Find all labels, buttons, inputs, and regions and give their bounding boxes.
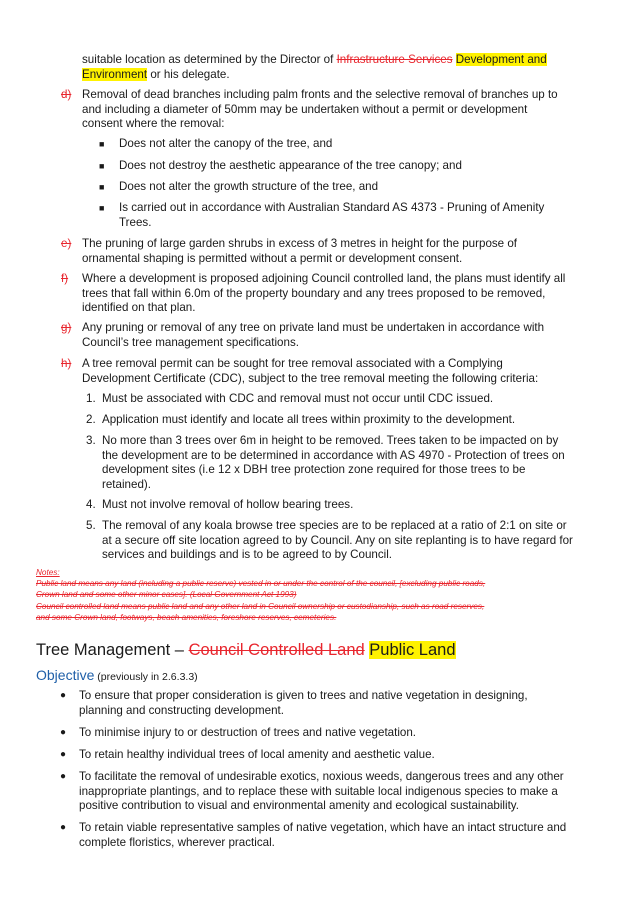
bullet-dot-icon: ● [60, 822, 67, 833]
text-line: services and buildings and is to be agreed to by Council. [102, 548, 393, 562]
text-line: identified on that plan. [82, 301, 196, 315]
item-marker: g) [61, 321, 72, 334]
text-line: complete floristics, wherever practical. [79, 835, 275, 849]
bullet-text: Does not alter the canopy of the tree, and [119, 137, 333, 150]
objective-item [79, 770, 564, 814]
text-line: and including a diameter of 50mm may be undertaken without a permit or development [82, 102, 528, 116]
text-line: Council’s tree management specifications. [82, 335, 299, 349]
criteria-number: 5. [86, 519, 96, 532]
criteria-text: Application must identify and locate all trees within proximity to the development. [102, 413, 516, 426]
criteria-text: Must be associated with CDC and removal must not occur until CDC issued. [102, 392, 494, 405]
inserted-text: Environment [82, 67, 148, 81]
inserted-text: Public Land [369, 641, 456, 659]
notes-line: Crown land and some other minor cases]. (Local Government Act 1993) [36, 590, 297, 600]
item-e-text [82, 237, 517, 266]
text-line: positive contribution to visual and environmental amenity and ecological sustainability. [79, 799, 519, 813]
item-marker: f) [61, 272, 69, 285]
text-line: To ensure that proper consideration is given to trees and native vegetation in designing, [79, 689, 528, 702]
square-bullet-icon: ■ [99, 139, 105, 149]
item-f-text [82, 272, 565, 316]
section-heading [36, 640, 456, 660]
text-line: retained). [102, 477, 151, 491]
text-line: inappropriate plantings, and to replace these with suitable local indigenous species to make a [79, 784, 558, 798]
bullet-text [119, 201, 544, 230]
bullet-dot-icon: ● [60, 749, 67, 760]
intro-paragraph [82, 53, 547, 82]
criteria-text [102, 434, 565, 492]
square-bullet-icon: ■ [99, 161, 105, 171]
item-marker: h) [61, 357, 72, 370]
item-marker: e) [61, 237, 72, 250]
objective-item: To retain healthy individual trees of local amenity and aesthetic value. [79, 748, 435, 761]
text-line: Trees. [119, 215, 152, 229]
heading-text: Tree Management – [36, 641, 189, 659]
text-line: A tree removal permit can be sought for tree removal associated with a Complying [82, 357, 503, 370]
objective-item: To minimise injury to or destruction of trees and native vegetation. [79, 726, 417, 739]
objective-item [79, 821, 566, 850]
notes-line: Council controlled land means public land and any other land in Council ownership or custodianship, such as road reserves, [36, 601, 485, 611]
text-line: development sites (i.e 12 x DBH tree protection zone required for those trees to be [102, 463, 526, 477]
item-marker: d) [61, 88, 72, 101]
bullet-text: Does not destroy the aesthetic appearance of the tree canopy; and [119, 159, 462, 172]
text-line: No more than 3 trees over 6m in height to be removed. Trees taken to be impacted on by [102, 434, 559, 447]
criteria-number: 2. [86, 413, 96, 426]
text-line: trees that fall within 6.0m of the property boundary and any trees proposed to be removed, [82, 286, 546, 300]
criteria-text [102, 519, 573, 563]
objective-heading [36, 668, 198, 685]
item-h-text [82, 357, 538, 386]
bullet-dot-icon: ● [60, 771, 67, 782]
bullet-text: Does not alter the growth structure of the tree, and [119, 180, 379, 193]
text-line: Where a development is proposed adjoining Council controlled land, the plans must identify all [82, 272, 566, 285]
text-line: planning and constructing development. [79, 703, 284, 717]
text-line: Removal of dead branches including palm fronts and the selective removal of branches up to [82, 88, 558, 101]
objective-label: Objective [36, 667, 95, 683]
criteria-number: 3. [86, 434, 96, 447]
text-line: ornamental shaping is permitted without a permit or development consent. [82, 251, 463, 265]
intro-text: suitable location as determined by the Director of [82, 53, 337, 66]
text-line: The pruning of large garden shrubs in excess of 3 metres in height for the purpose of [82, 237, 518, 250]
objective-subtitle: (previously in 2.6.3.3) [94, 671, 198, 683]
bullet-dot-icon: ● [60, 690, 67, 701]
text-line: the development are to be determined in accordance with AS 4970 - Protection of trees on [102, 448, 565, 462]
intro-text: or his delegate. [147, 67, 230, 81]
text-line: consent where the removal: [82, 117, 225, 131]
deleted-text: Council Controlled Land [188, 641, 365, 659]
item-g-text [82, 321, 544, 350]
text-line: To retain viable representative samples of native vegetation, which have an intact structure and [79, 821, 567, 834]
notes-heading: Notes: [36, 568, 60, 577]
notes-line: Public land means any land (including a public reserve) vested in or under the control of the council, [excluding public roads, [36, 579, 486, 589]
square-bullet-icon: ■ [99, 182, 105, 192]
text-line: Any pruning or removal of any tree on private land must be undertaken in accordance with [82, 321, 545, 334]
text-line: at a secure off site location agreed to by Council. Any on site replanting is to have regard for [102, 533, 573, 547]
item-d-text [82, 88, 558, 132]
objective-item [79, 689, 528, 718]
text-line: Is carried out in accordance with Australian Standard AS 4373 - Pruning of Amenity [119, 201, 545, 214]
notes-block [36, 567, 485, 623]
notes-line: and some Crown land, footways, beach amenities, foreshore reserves, cemeteries. [36, 612, 337, 622]
square-bullet-icon: ■ [99, 203, 105, 213]
criteria-text: Must not involve removal of hollow bearing trees. [102, 498, 354, 511]
criteria-number: 4. [86, 498, 96, 511]
deleted-text: Infrastructure Services [336, 53, 453, 66]
bullet-dot-icon: ● [60, 727, 67, 738]
text-line: To facilitate the removal of undesirable exotics, noxious weeds, dangerous trees and any other [79, 770, 564, 783]
text-line: The removal of any koala browse tree species are to be replaced at a ratio of 2:1 on site or [102, 519, 567, 532]
criteria-number: 1. [86, 392, 96, 405]
inserted-text: Development and [455, 53, 547, 66]
text-line: Development Certificate (CDC), subject to the tree removal meeting the following criteria: [82, 371, 539, 385]
